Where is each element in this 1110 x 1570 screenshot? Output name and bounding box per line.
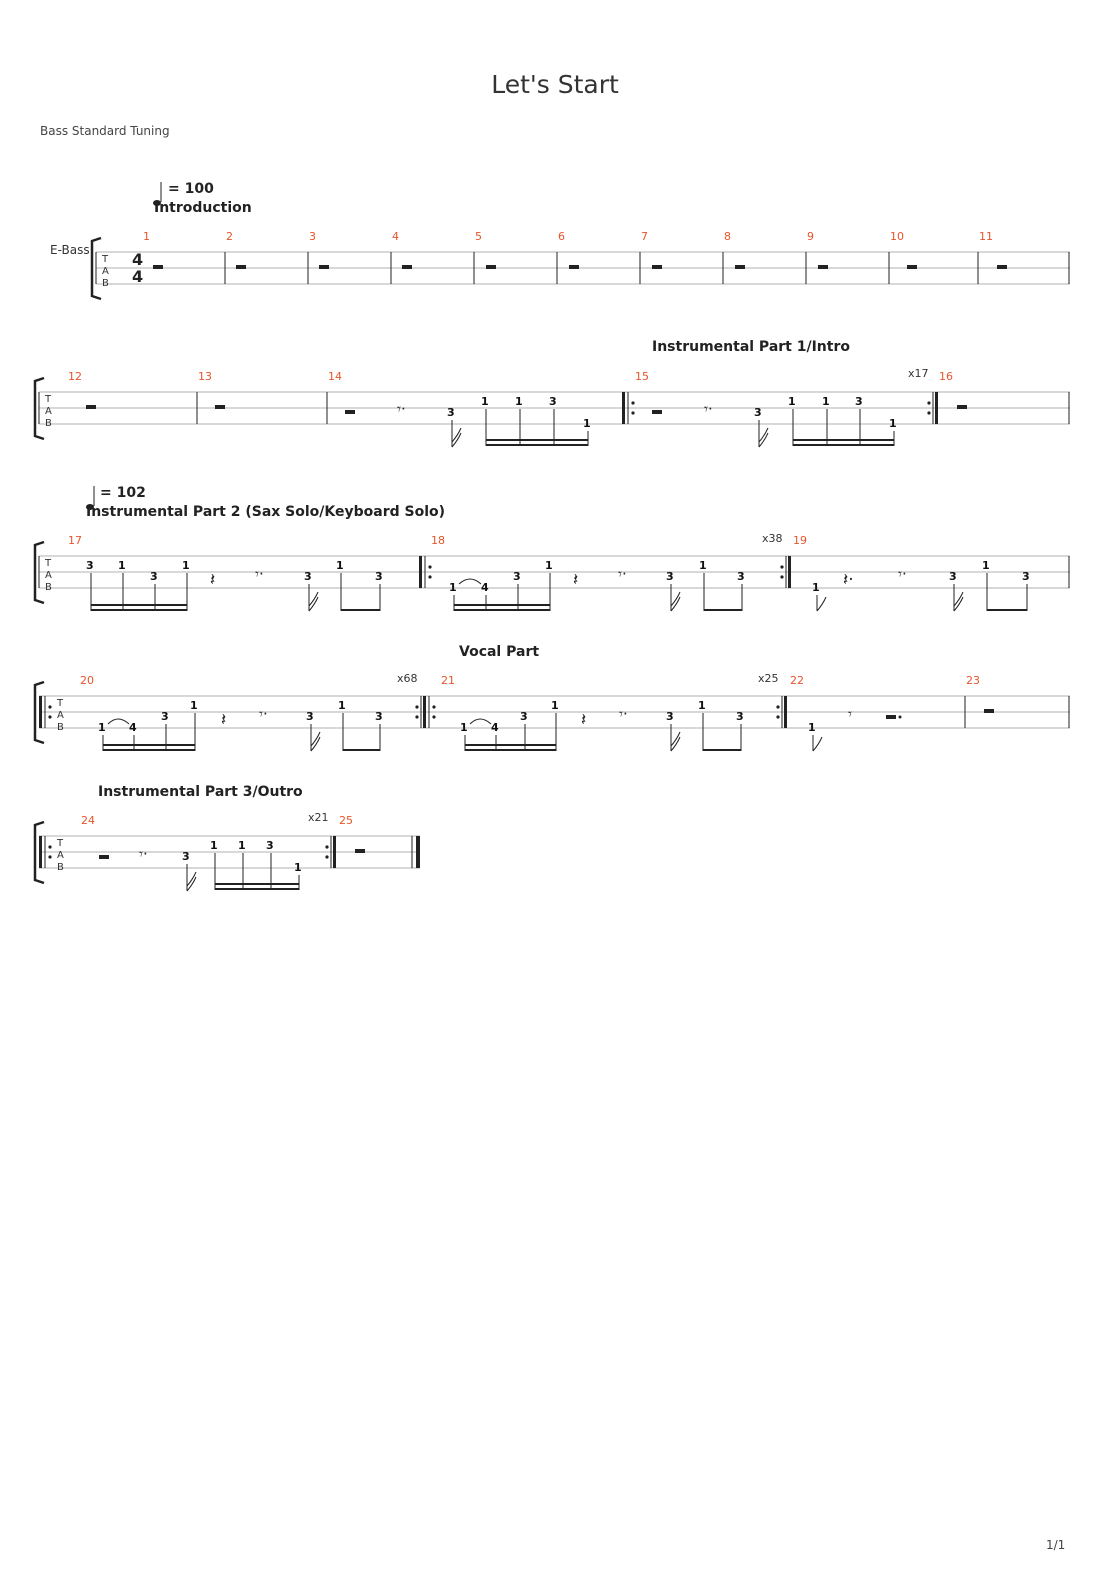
measure-number: 1 [143, 230, 150, 243]
svg-text:1: 1 [812, 581, 820, 594]
svg-text:4: 4 [491, 721, 499, 734]
measure-number: 4 [392, 230, 399, 243]
repeat-count: x17 [908, 367, 929, 380]
measure-number: 2 [226, 230, 233, 243]
svg-text:1: 1 [190, 699, 198, 712]
svg-text:1: 1 [210, 839, 218, 852]
svg-text:3: 3 [855, 395, 863, 408]
instrument-name: E-Bass [50, 243, 90, 257]
measure-number: 7 [641, 230, 648, 243]
svg-text:𝄽: 𝄽 [581, 710, 587, 730]
tab-letter-b: B [102, 278, 109, 289]
svg-text:1: 1 [182, 559, 190, 572]
section-vocal-part: Vocal Part [459, 644, 540, 660]
page-number: 1/1 [1046, 1538, 1066, 1552]
tab-letter-b: B [57, 722, 64, 733]
svg-text:3: 3 [754, 406, 762, 419]
tab-letter-t: T [102, 254, 109, 265]
section-instrumental-part-1: Instrumental Part 1/Intro [652, 339, 850, 355]
svg-text:1: 1 [808, 721, 816, 734]
svg-text:1: 1 [98, 721, 106, 734]
tab-letter-a: A [45, 406, 52, 417]
repeat-count: x68 [397, 672, 418, 685]
svg-text:1: 1 [551, 699, 559, 712]
time-signature-top: 4 [132, 250, 144, 269]
repeat-count: x25 [758, 672, 779, 685]
svg-text:𝄾·: 𝄾· [259, 705, 268, 723]
svg-text:3: 3 [520, 710, 528, 723]
svg-text:1: 1 [118, 559, 126, 572]
svg-text:4: 4 [481, 581, 489, 594]
system-5 [35, 784, 420, 891]
svg-text:1: 1 [545, 559, 553, 572]
svg-text:3: 3 [549, 395, 557, 408]
svg-text:1: 1 [982, 559, 990, 572]
system-3 [35, 485, 1070, 611]
section-instrumental-part-2: Instrumental Part 2 (Sax Solo/Keyboard Solo) [86, 504, 446, 520]
svg-text:𝄾·: 𝄾· [619, 705, 628, 723]
measure-number: 22 [790, 674, 804, 687]
svg-text:𝄽·: 𝄽· [843, 570, 854, 590]
measure-number: 14 [328, 370, 342, 383]
svg-text:3: 3 [266, 839, 274, 852]
measure-number: 12 [68, 370, 82, 383]
svg-text:𝄾·: 𝄾· [898, 565, 907, 583]
tab-letter-a: A [57, 710, 64, 721]
svg-text:1: 1 [336, 559, 344, 572]
tab-letter-b: B [45, 582, 52, 593]
svg-text:1: 1 [788, 395, 796, 408]
svg-text:3: 3 [666, 570, 674, 583]
svg-text:1: 1 [583, 417, 591, 430]
measure-number: 6 [558, 230, 565, 243]
svg-text:𝄾·: 𝄾· [704, 400, 713, 418]
tab-letter-t: T [57, 698, 64, 709]
repeat-count: x21 [308, 811, 329, 824]
svg-text:3: 3 [306, 710, 314, 723]
tab-letter-b: B [57, 862, 64, 873]
svg-text:3: 3 [150, 570, 158, 583]
svg-text:1: 1 [699, 559, 707, 572]
system-2 [35, 339, 1070, 447]
measure-number: 16 [939, 370, 953, 383]
svg-text:3: 3 [375, 710, 383, 723]
svg-text:𝄾·: 𝄾· [618, 565, 627, 583]
svg-text:3: 3 [666, 710, 674, 723]
song-title: Let's Start [491, 70, 619, 99]
svg-text:1: 1 [822, 395, 830, 408]
measure-number: 21 [441, 674, 455, 687]
measure-number: 5 [475, 230, 482, 243]
tab-letter-b: B [45, 418, 52, 429]
svg-text:𝄾·: 𝄾· [255, 565, 264, 583]
measure-number: 3 [309, 230, 316, 243]
svg-text:3: 3 [737, 570, 745, 583]
tab-letter-a: A [102, 266, 109, 277]
svg-text:3: 3 [447, 406, 455, 419]
svg-text:1: 1 [515, 395, 523, 408]
svg-text:3: 3 [1022, 570, 1030, 583]
svg-text:𝄽: 𝄽 [221, 710, 227, 730]
svg-text:𝄾: 𝄾 [848, 705, 852, 723]
system-4 [35, 644, 1070, 751]
measure-number: 13 [198, 370, 212, 383]
section-introduction: Introduction [154, 200, 252, 216]
svg-text:3: 3 [949, 570, 957, 583]
svg-text:𝄾·: 𝄾· [397, 400, 406, 418]
section-instrumental-part-3: Instrumental Part 3/Outro [98, 784, 303, 800]
measure-number: 8 [724, 230, 731, 243]
svg-text:1: 1 [294, 861, 302, 874]
tuning-label: Bass Standard Tuning [40, 124, 170, 138]
tempo-marking-2: = 102 [100, 485, 146, 501]
measure-number: 9 [807, 230, 814, 243]
measure-number: 24 [81, 814, 95, 827]
svg-text:𝄾·: 𝄾· [139, 845, 148, 863]
measure-number: 17 [68, 534, 82, 547]
svg-text:3: 3 [375, 570, 383, 583]
svg-text:4: 4 [129, 721, 137, 734]
system-1 [50, 181, 1070, 299]
svg-text:1: 1 [449, 581, 457, 594]
tab-letter-a: A [57, 850, 64, 861]
svg-text:3: 3 [182, 850, 190, 863]
svg-text:3: 3 [161, 710, 169, 723]
tab-letter-a: A [45, 570, 52, 581]
measure-number: 25 [339, 814, 353, 827]
time-signature-bottom: 4 [132, 267, 144, 286]
svg-text:3: 3 [513, 570, 521, 583]
svg-text:3: 3 [86, 559, 94, 572]
measure-number: 23 [966, 674, 980, 687]
tempo-marking-1: = 100 [168, 181, 214, 197]
svg-text:1: 1 [889, 417, 897, 430]
measure-number: 18 [431, 534, 445, 547]
measure-number: 15 [635, 370, 649, 383]
measure-number: 11 [979, 230, 993, 243]
svg-text:𝄽: 𝄽 [573, 570, 579, 590]
tab-letter-t: T [45, 558, 52, 569]
measure-number: 10 [890, 230, 904, 243]
repeat-count: x38 [762, 532, 783, 545]
svg-text:1: 1 [481, 395, 489, 408]
svg-text:3: 3 [736, 710, 744, 723]
measure-number: 20 [80, 674, 94, 687]
svg-text:1: 1 [338, 699, 346, 712]
svg-text:1: 1 [698, 699, 706, 712]
svg-text:1: 1 [238, 839, 246, 852]
measure-number: 19 [793, 534, 807, 547]
tab-letter-t: T [45, 394, 52, 405]
svg-text:1: 1 [460, 721, 468, 734]
tab-letter-t: T [57, 838, 64, 849]
svg-text:3: 3 [304, 570, 312, 583]
svg-text:𝄽: 𝄽 [210, 570, 216, 590]
